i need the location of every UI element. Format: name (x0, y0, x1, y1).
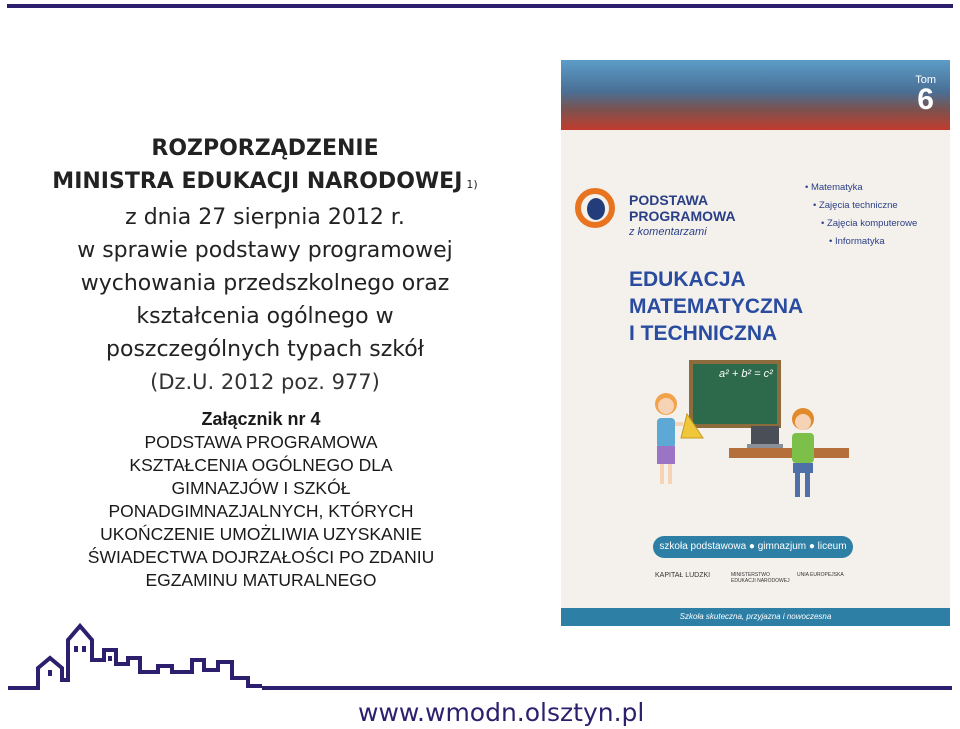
series-subtitle: z komentarzami (629, 226, 707, 238)
attachment-line: UKOŃCZENIE UMOŻLIWIA UZYSKANIE (100, 524, 422, 544)
series-title: PODSTAWA PROGRAMOWA z komentarzami (629, 192, 736, 238)
set-square-icon (679, 412, 705, 440)
cover-footer: Szkoła skuteczna, przyjazna i nowoczesna (561, 608, 950, 626)
pythagoras-equation: a² + b² = c² (719, 368, 773, 380)
boy-illustration (783, 405, 823, 505)
attachment-title: Załącznik nr 4 (201, 409, 321, 429)
regulation-block (20, 132, 510, 398)
attachment-line: EGZAMINU MATURALNEGO (145, 570, 377, 590)
regulation-line: w sprawie podstawy programowej (77, 238, 453, 263)
website-link[interactable]: www.wmodn.olsztyn.pl (358, 698, 645, 727)
attachment-line: KSZTAŁCENIA OGÓLNEGO DLA (129, 455, 393, 475)
book-title: EDUKACJA MATEMATYCZNA I TECHNICZNA (629, 268, 804, 345)
subject-item: • Informatyka (829, 236, 885, 247)
subject-item: • Matematyka (805, 182, 863, 193)
volume-number: 6 (917, 83, 934, 116)
attachment-line: PONADGIMNAZJALNYCH, KTÓRYCH (108, 501, 414, 521)
regulation-line: wychowania przedszkolnego oraz (80, 271, 450, 296)
subject-item: • Zajęcia komputerowe (821, 218, 917, 229)
regulation-ministry: MINISTRA EDUKACJI NARODOWEJ 1) (52, 169, 478, 194)
regulation-line: poszczególnych typach szkół (106, 337, 424, 362)
subject-item: • Zajęcia techniczne (813, 200, 898, 211)
series-logo-icon (575, 188, 615, 228)
regulation-reference: (Dz.U. 2012 poz. 977) (150, 370, 380, 394)
top-divider (7, 4, 953, 8)
book-cover-image (561, 60, 950, 626)
laptop-icon (747, 426, 783, 450)
regulation-title: ROZPORZĄDZENIE (151, 136, 379, 161)
school-levels-banner: szkoła podstawowa ● gimnazjum ● liceum (653, 536, 853, 558)
attachment-line: PODSTAWA PROGRAMOWA (144, 432, 378, 452)
girl-illustration (649, 390, 683, 490)
city-skyline-logo (8, 622, 268, 694)
regulation-line: kształcenia ogólnego w (136, 304, 394, 329)
volume-label: Tom 6 (915, 74, 936, 116)
attachment-line: GIMNAZJÓW I SZKÓŁ (171, 478, 351, 498)
logo-ministerstwo: MINISTERSTWO EDUKACJI NARODOWEJ (731, 572, 790, 584)
logo-kapital-ludzki: KAPITAŁ LUDZKI (655, 572, 711, 579)
attachment-line: ŚWIADECTWA DOJRZAŁOŚCI PO ZDANIU (87, 547, 435, 567)
regulation-line: z dnia 27 sierpnia 2012 r. (125, 205, 405, 230)
bottom-divider (262, 686, 952, 690)
cover-header-band (561, 60, 950, 130)
logo-unia-europejska: UNIA EUROPEJSKA (797, 572, 844, 578)
footnote-marker: 1) (466, 178, 478, 191)
attachment-block (30, 408, 492, 592)
